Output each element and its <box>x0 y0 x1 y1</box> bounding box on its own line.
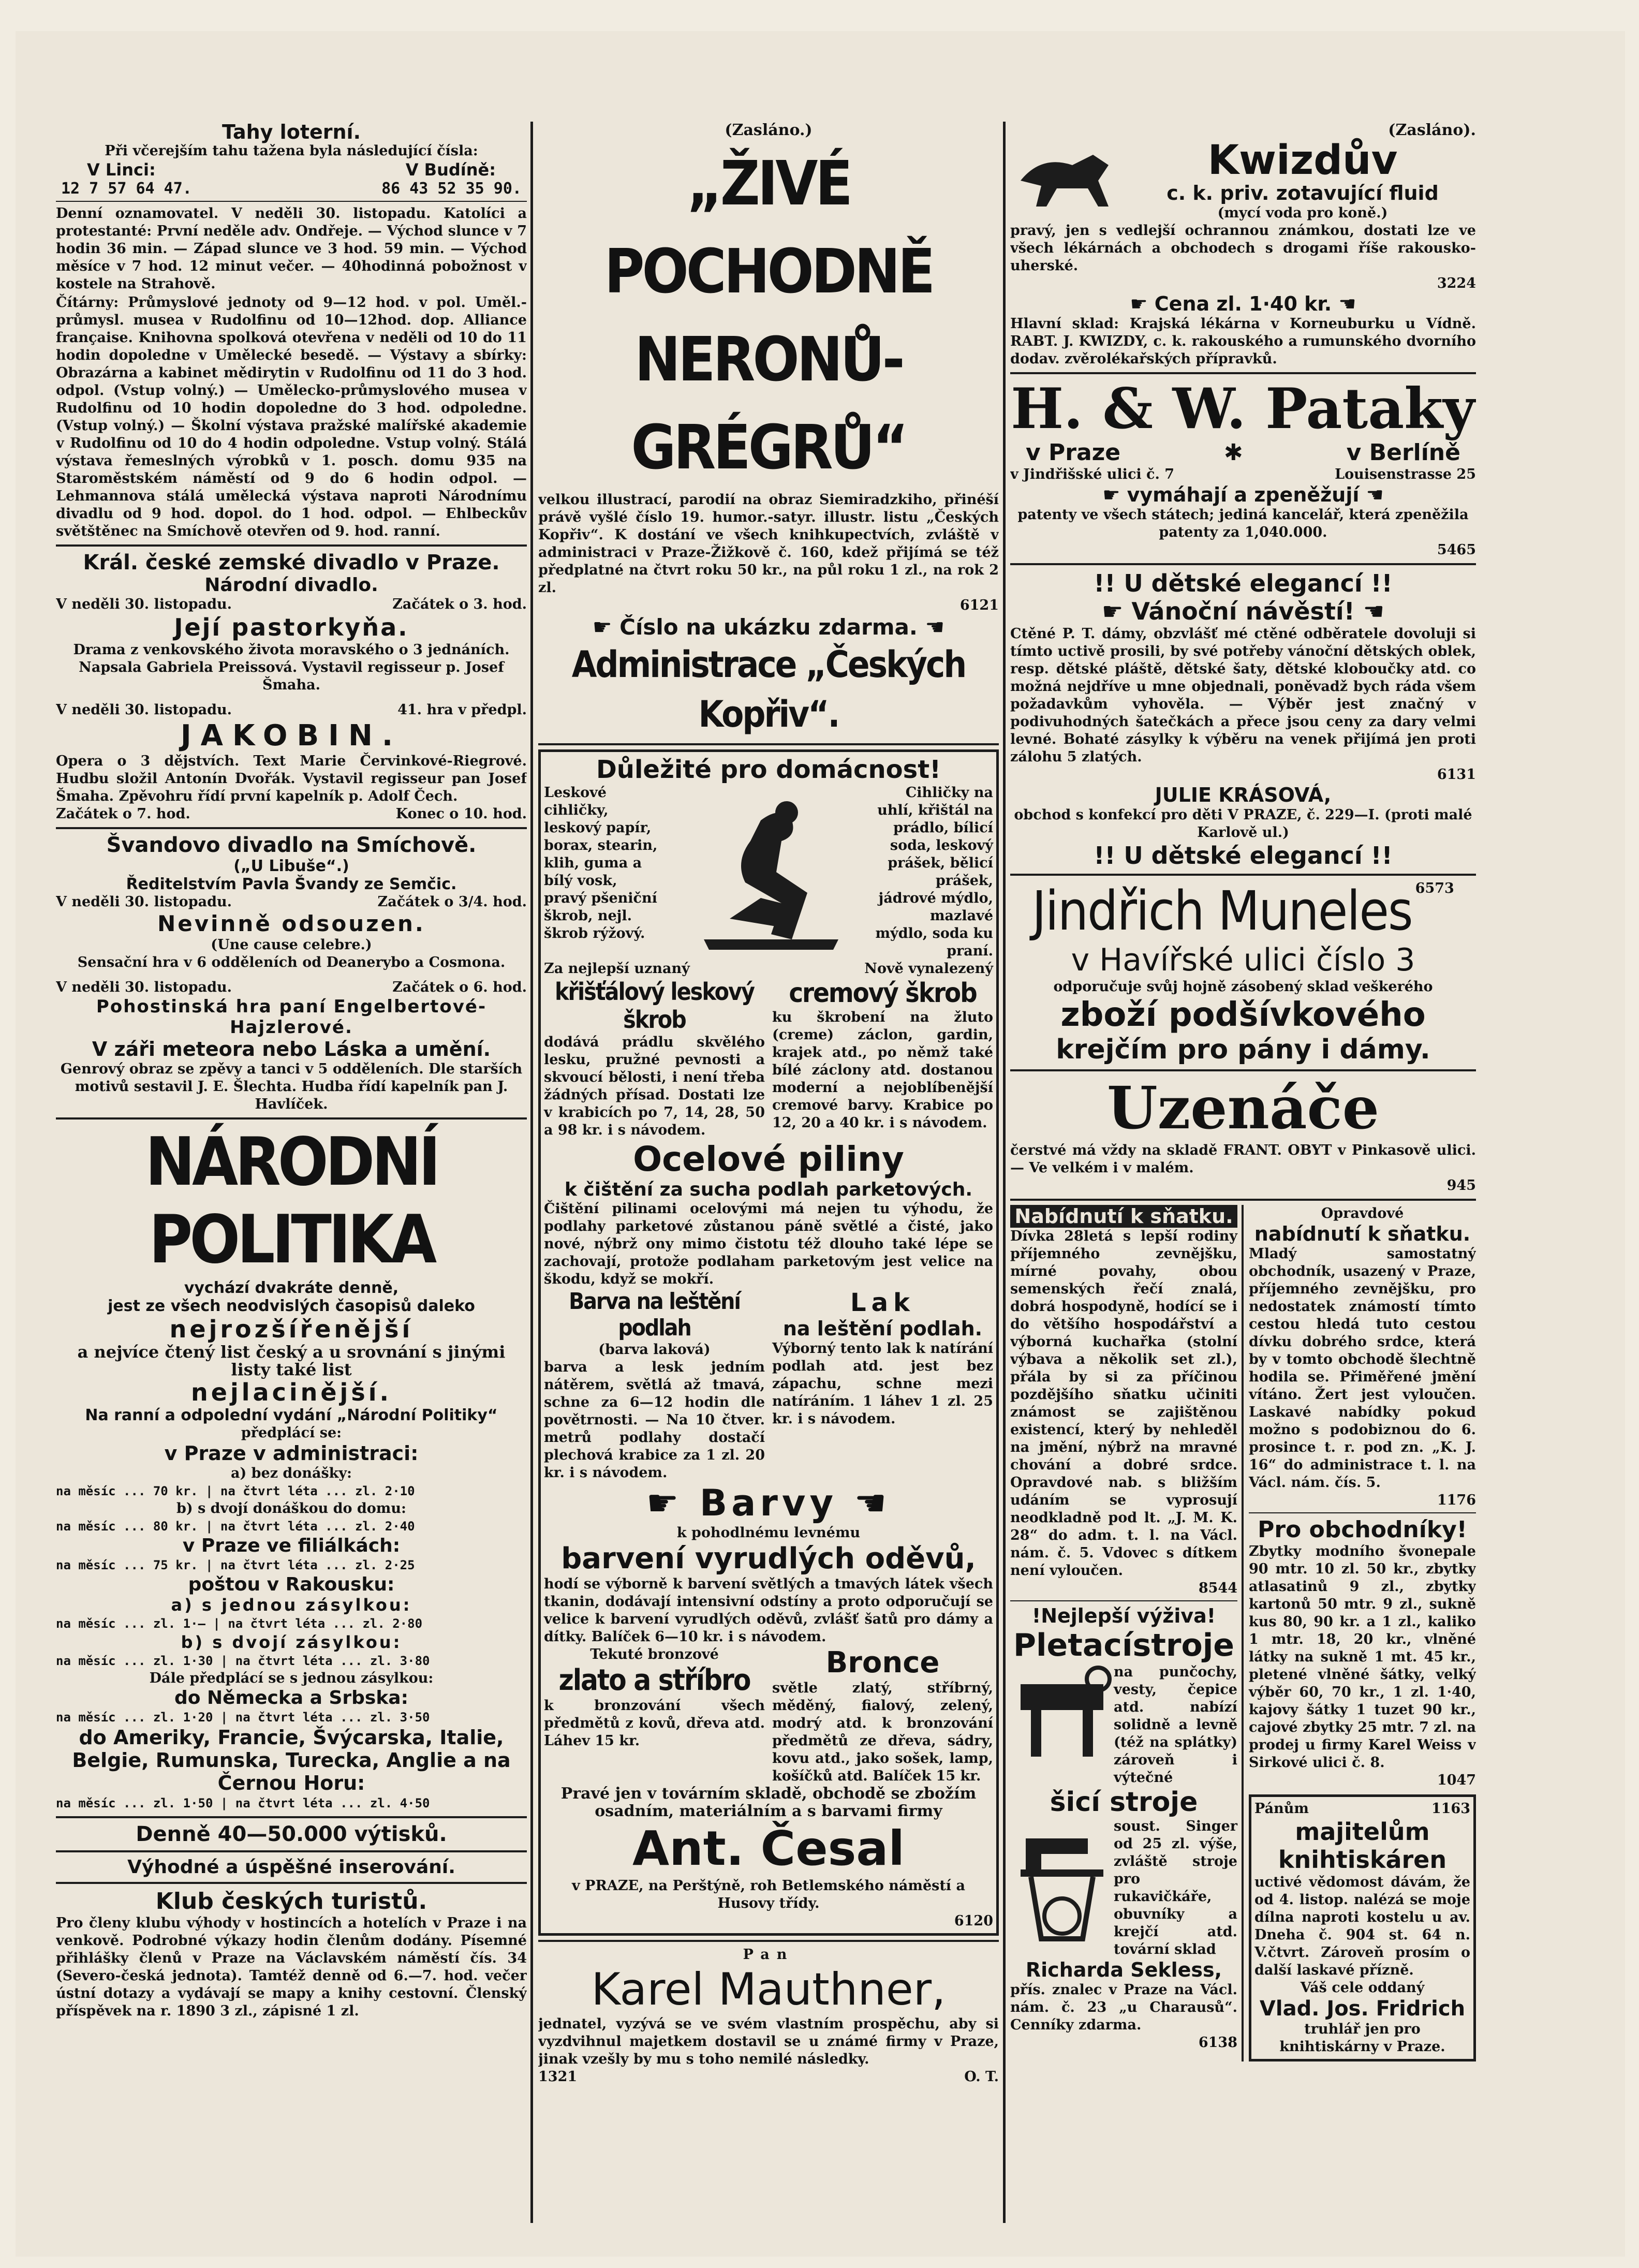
ad-number: 1163 <box>1431 1801 1470 1817</box>
lottery-numbers-buda: 86 43 52 35 90. <box>381 180 522 198</box>
ad-number: 8544 <box>1198 1580 1237 1596</box>
kwizda-title: Kwizdův <box>1207 137 1398 184</box>
np-line: a nejvíce čtený list český a u srovnání s jinými listy také list <box>77 1342 506 1379</box>
asterisk-icon: ✱ <box>1223 439 1243 466</box>
column-rule <box>530 122 533 2223</box>
lottery-intro: Při včerejším tahu tažena byla následující čísla: <box>105 143 478 159</box>
theatre-date-row <box>56 701 527 719</box>
pointing-hand-icon: ☛ <box>1102 597 1132 625</box>
np-sub: b) s dvojí zásylkou: <box>181 1632 402 1652</box>
mauthner-text: jednatel, vyzývá se ve svém vlastním prospěchu, aby si vyzdvihnul majetkem dostavil se u známé firmy v Praze, jinak vzešly by mu s toho nemilé následky. <box>538 2016 999 2067</box>
majitel-title: majitelům knihtiskáren <box>1278 1818 1447 1874</box>
sekless-name: Richarda Sekless, <box>1025 1958 1222 1981</box>
deti-elegance: !! U dětské elegancí !! <box>1094 569 1393 597</box>
kristal-text: dodává prádlu skvělého lesku, pružné pevnosti a skvoucí bělosti, i není třeba žádných přísad. Dostati lze v krabicích po 7, 14, 28, 50 a 98 kr. i s návodem. <box>544 1034 765 1138</box>
krasova-name: JULIE KRÁSOVÁ, <box>1155 784 1332 806</box>
lottery-title: Tahy loterní. <box>222 122 361 143</box>
snatek2-head: Opravdové <box>1321 1205 1404 1221</box>
lottery-numbers <box>56 180 527 198</box>
zlato-title: zlato a stříbro <box>558 1663 750 1697</box>
vanocni-navesti <box>1010 597 1476 625</box>
np-section: poštou v Rakousku: <box>188 1574 395 1595</box>
zlato-block <box>544 1646 765 1785</box>
lak-text: Výborný tento lak k natírání podlah atd. jest bez zápachu, schne mezi natíráním. 1 láhev 1 zl. 25 kr. i s návodem. <box>772 1341 993 1427</box>
kwizda-price <box>1010 292 1476 315</box>
play-title: Nevinně odsouzen. <box>157 911 425 936</box>
ocel-text: Čištění pilinami ocelovými má nejen tu výhodu, že podlahy parketové zůstanou páně světlé a čisté, jako nové, nýbrž ony mimo čistotu též dlouho také lépe se zachovají, protože podlaham parketovým jest velice na škodu, když se mokří. <box>544 1201 993 1287</box>
obchodniky-text: Zbytky modního švonepale 90 mtr. 10 zl. 50 kr., zbytky atlasatinů 9 zl., zbytky kartonů 50 mtr. 9 zl., sukně kus 80, 90 kr. a 1 zl., kaliko 1 mtr. 18, 20 kr., vlněné látky na sukně 1 mt. 45 kr., pletené vlněné šátky, velký výběr 60, 70 kr., 1 zl. 1·40, kajovy šátky 1 tuzet 90 kr., cajové zbytky 25 mtr. 7 zl. na prodej u firmy Karel Weiss v Sirkové ulici č. 8. <box>1249 1543 1476 1771</box>
ad-number: 6120 <box>954 1913 993 1929</box>
vyziva-title: !Nejlepší výživa! <box>1031 1604 1216 1627</box>
lottery-city-linz: V Linci: <box>87 160 156 180</box>
fridrich-ad <box>1249 1794 1476 2061</box>
uzenace-text: čerstvé má vždy na skladě FRANT. OBYT v Pinkasově ulici. — Ve velkém i v malém. <box>1010 1142 1476 1176</box>
snatek1-text: Dívka 28letá s lepší rodiny příjemného zevnějšku, mírné povahy, obou semenských řečí znalá, dobrá hospodyně, hodící se i do většího hospodářství a výborná kuchařka (stolní výbava a několik set zl.), přála by si za příčinou pozdějšího sňatku učiniti známost se zajištěnou existencí, který by nehleděl na jmění, nýbrž na mravné chování a dobré srdce. Opravdové nab. s bližším udáním se vyprosují neodkladně pod lt. „J. M. K. 28“ do adm. t. l. na Václ. nám. č. 5. Vdovec s dítkem není vyloučen. <box>1010 1228 1237 1579</box>
divider <box>538 743 999 745</box>
pataky-cities <box>1010 439 1476 466</box>
ad-number: 1176 <box>1437 1492 1476 1508</box>
administrace-kopriv: Administrace „Českých Kopřiv“. <box>571 643 966 735</box>
np-price: na měsíc ... 80 kr. | na čtvrt léta ... zl. 2·40 <box>56 1519 415 1534</box>
cesal-name: Ant. Česal <box>632 1821 905 1876</box>
pointing-hand-icon: ☛ <box>1102 483 1127 506</box>
pataky-berlin: v Berlíně <box>1346 439 1460 466</box>
pointing-hand-icon: ☚ <box>1332 292 1356 315</box>
fridrich-name: Vlad. Jos. Fridrich <box>1259 1997 1466 2021</box>
uzenace-title: Uzenáče <box>1107 1074 1379 1142</box>
np-price: na měsíc ... 70 kr. | na čtvrt léta ... zl. 2·10 <box>56 1484 415 1498</box>
majitel-head: Pánům <box>1254 1801 1309 1817</box>
snatek2-text: Mladý samostatný obchodník, usazený v Praze, příjemného zevnějšku, pro nedostatek známostí tímto cestou hledá tuto cestou dívku dobrého srdce, která by v tomto obchodě šlechtně hodila se. Přiměřené jmění vítáno. Žert jest vyloučen. Laskavé nabídky pokud možno s podobiznou do 6. prosince t. r. pod zn. „K. J. 16“ do administrace t. l. na Václ. nám. čís. 5. <box>1249 1246 1476 1491</box>
ad-number: 1047 <box>1437 1772 1476 1788</box>
starch-row <box>544 978 993 1139</box>
fridrich-sub: truhlář jen pro knihtiskárny v Praze. <box>1279 2021 1445 2055</box>
column-middle <box>538 122 999 2195</box>
np-line: Na ranní a odpolední vydání „Národní Politiky“ <box>85 1406 498 1424</box>
barveni-title: barvení vyrudlých oděvů, <box>561 1542 976 1575</box>
ad-number: 3224 <box>1437 275 1476 291</box>
column-rule <box>1003 122 1006 2223</box>
barva-lak-title: Barva na leštění podlah <box>569 1288 740 1341</box>
theatre-director: Ředitelstvím Pavla Švandy ze Semčic. <box>126 875 457 893</box>
barveni-text: hodí se výborně k barvení světlých a tmavých látek všech tkanin, dodávají intensivní odstíny a proto odporučují se velice k barvení vyrudlých oděvů, zvlášť šatů pro dámy a dítky. Balíček 6—10 kr. i s návodem. <box>544 1576 993 1645</box>
ad-number: 5465 <box>1437 542 1476 558</box>
kwizda-text: pravý, jen s vedlejší ochrannou známkou, dostati lze ve všech lékárnách a obchodech s drogami říše rakousko-uherské. <box>1010 223 1476 274</box>
sample-copy-text: Číslo na ukázku zdarma. <box>619 614 918 640</box>
snatek2-title: nabídnutí k sňatku. <box>1254 1223 1471 1245</box>
divider <box>56 827 527 829</box>
divider <box>1010 1600 1237 1601</box>
sekless-address: přís. znalec v Praze na Václ. nám. č. 23 „u Charausů“. Cenníky zdarma. <box>1010 1982 1237 2033</box>
sici-row <box>1010 1818 1237 1958</box>
obchodniky-title: Pro obchodníky! <box>1258 1516 1467 1543</box>
muneles-title: Jindřich Muneles <box>1032 879 1412 942</box>
np-sub: Dále předplácí se s jednou zásylkou: <box>149 1670 434 1686</box>
mauthner-signature: O. T. <box>964 2069 999 2085</box>
lak-block <box>772 1288 993 1482</box>
play-date: V neděli 30. listopadu. <box>56 979 232 995</box>
tekute-label: Tekuté bronzové <box>590 1646 719 1662</box>
pataky-vymahaji-text: vymáhají a zpeněžují <box>1127 483 1360 506</box>
krasova-text: Ctěné P. T. dámy, obzvlášť mé ctěné odběratele dovoluji si tímto uctivě prosili, by své potřeby vánoční dětských oblek, resp. dětské pláště, dětské šaty, dětské kloboučky atd. co možná nejdříve u mne objednali, poněvadž bych ráda všem požadavkům vyhověla. — Výběr jest značný v podivuhodných šatečkách a přece jsou ceny za dary velmi levné. Bohaté zásylky k výběru na venek přijímá jen proti zálohu 5 zlatých. <box>1010 626 1476 765</box>
barva-lak-text: barva a lesk jedním nátěrem, světlá až tmavá, schne za 6—12 hodin dle povětrnosti. — Na 10 čtver. metrů podlahy dostačí plechová krabice za 1 zl. 20 kr. i s návodem. <box>544 1359 765 1481</box>
column-right <box>1010 122 1476 2195</box>
np-price: na měsíc ... 75 kr. | na čtvrt léta ... zl. 2·25 <box>56 1558 415 1572</box>
np-section: v Praze ve filiálkách: <box>182 1535 401 1556</box>
cremovy-text: ku škrobení na žluto (creme) záclon, gardin, krajek atd., po němž také bílé záclony atd. dostanou moderní a nejoblíbenější cremové barvy. Krabice po 12, 20 a 40 kr. i s návodem. <box>772 1009 993 1131</box>
bronce-text: světle zlatý, stříbrný, měděný, fialový, zelený, modrý atd. k bronzování předmětů ze dřeva, sádry, kovu atd., jako sošek, lamp, košíčků atd. Balíček 15 kr. <box>772 1680 993 1784</box>
lak-row <box>544 1288 993 1482</box>
np-line: předplácí se: <box>241 1425 342 1441</box>
np-section: do Německa a Srbska: <box>174 1687 408 1709</box>
np-line: jest ze všech neodvislých časopisů daleko <box>108 1297 475 1315</box>
play-title: Její pastorkyňa. <box>174 613 409 641</box>
bronze-row <box>544 1646 993 1785</box>
theatre-svanda-title: Švandovo divadlo na Smíchově. <box>106 833 477 857</box>
play-desc: Opera o 3 dějstvích. Text Marie Červinkové-Riegrové. Hudbu složil Antonín Dvořák. Vystavil regisseur pan Josef Šmaha. Zpěvohru řídí první kapelník p. Adolf Čech. <box>56 753 527 804</box>
domacnost-title: Důležité pro domácnost! <box>596 755 941 784</box>
np-inserce: Výhodné a úspěšné inserování. <box>127 1857 455 1878</box>
vanocni-text: Vánoční návěstí! <box>1131 597 1355 625</box>
ad-number: 6138 <box>1198 2035 1237 2051</box>
zaslano: (Zasláno). <box>1388 122 1476 139</box>
kwizda-header <box>1010 139 1476 222</box>
majitel-sig-pre: Váš cele oddaný <box>1300 1980 1425 1996</box>
narodni-politika-title: NÁRODNÍ POLITIKA <box>145 1124 438 1278</box>
divider <box>538 1940 999 1942</box>
play-start: Začátek o 3. hod. <box>392 596 527 612</box>
kwizda-sub: c. k. priv. zotavující fluid <box>1167 182 1439 204</box>
pataky-addresses <box>1010 466 1476 483</box>
zaslano: (Zasláno.) <box>725 122 813 139</box>
deti-elegance: !! U dětské elegancí !! <box>1094 842 1393 870</box>
cremovy-block <box>772 978 993 1139</box>
play-times <box>56 805 527 823</box>
horse-icon <box>1010 150 1129 212</box>
play-desc: Sensační hra v 6 odděleních od Deanerybo a Cosmona. <box>77 954 506 970</box>
cesal-ad <box>538 749 999 1936</box>
uznany-label: Za nejlepší uznaný <box>544 961 690 977</box>
snatek1-block <box>1010 1205 1244 2061</box>
barvy-text: Barvy <box>699 1482 838 1524</box>
pletaci-row <box>1010 1663 1237 1787</box>
ad-number: 6121 <box>959 597 999 613</box>
divider <box>1010 1069 1476 1071</box>
ocel-sub: k čištění za sucha podlah parketových. <box>564 1179 973 1200</box>
divider <box>1249 1512 1476 1513</box>
pointing-hand-icon: ☛ <box>646 1482 700 1524</box>
krasova-address: obchod s konfekcí pro děti V PRAZE, č. 229—I. (proti malé Karlově ul.) <box>1014 807 1472 841</box>
pointing-hand-icon: ☚ <box>917 614 945 640</box>
divider <box>56 544 527 547</box>
muneles-line: odporučuje svůj hojně zásobený sklad veškerého <box>1053 979 1433 995</box>
bronce-title: Bronce <box>825 1646 940 1680</box>
headline-neronu-gregru: NERONŮ-GRÉGRŮ“ <box>631 323 906 483</box>
theatre-national-title: Král. české zemské divadlo v Praze. <box>83 551 500 575</box>
pletaci-title: Pletacístroje <box>1013 1627 1234 1663</box>
np-section: v Praze v administraci: <box>164 1442 419 1465</box>
play-subscription: 41. hra v předpl. <box>397 702 527 718</box>
theatre-svanda-sub: („U Libuše“.) <box>233 857 349 875</box>
cremovy-title: cremový škrob <box>789 978 977 1009</box>
almanac-text: Denní oznamovatel. V neděli 30. listopadu. Katolíci a protestanté: První neděle adv. Ondřeje. — Východ slunce v 7 hodin 36 min. — Západ slunce ve 3 hod. 59 min. — Východ měsíce v 7 hod. 12 minut večer. — 40hodinná pobožnost v kostele na Strahově. <box>56 205 527 292</box>
barva-lak-block <box>544 1288 765 1482</box>
starch-headings <box>544 960 993 978</box>
kwizda-sklad: Hlavní sklad: Krajská lékárna v Korneuburku u Vídně. RABT. J. KWIZDY, c. k. rakouského a rumunského dvorního dodav. zvěrolékařských přípravků. <box>1010 316 1476 367</box>
divider <box>1010 1199 1476 1201</box>
column-left <box>56 122 527 2195</box>
pointing-hand-icon: ☚ <box>1354 597 1384 625</box>
pletaci-text: na punčochy, vesty, čepice atd. nabízí solidně a levně (též na splátky) zároveň i výtečné <box>1114 1664 1237 1786</box>
barva-lak-sub: (barva laková) <box>598 1342 711 1358</box>
kopriv-text: velkou illustrací, parodií na obraz Siemiradzkiho, přinéší právě vyšlé číslo 19. humor.-satyr. illustr. listu „Českých Kopřiv“. K dostání ve všech knihkupectvích, zvláště v administraci v Praze-Žižkově č. 160, kdež přijímá se též předplatné na čtvrt roku 50 kr., na půl roku 1 zl., na rok 2 zl. <box>538 492 999 596</box>
theatre-date-row <box>56 893 527 911</box>
np-price: na měsíc ... zl. 1·50 | na čtvrt léta ... zl. 4·50 <box>56 1796 430 1810</box>
np-cheapest: nejlacinější. <box>191 1378 392 1406</box>
play-date: V neděli 30. listopadu. <box>56 894 232 910</box>
pataky-title: H. & W. Pataky <box>1011 376 1475 441</box>
play-end: Konec o 10. hod. <box>395 806 527 822</box>
play-title: V záři meteora nebo Láska a umění. <box>92 1038 491 1061</box>
np-price: na měsíc ... zl. 1·20 | na čtvrt léta ... zl. 3·50 <box>56 1710 430 1725</box>
knitting-machine-icon <box>1010 1663 1114 1762</box>
product-list-right: Cihličky na uhlí, křištál na prádlo, bílicí soda, leskový prášek, bělicí prášek, jádrové mýdlo, mazlavé mýdlo, soda ku praní. <box>875 785 993 959</box>
np-sub: a) s jednou zásylkou: <box>171 1595 412 1615</box>
snatek-row <box>1010 1205 1476 2061</box>
sici-title: šicí stroje <box>1050 1787 1198 1818</box>
divider <box>56 1816 527 1818</box>
snatek2-block <box>1249 1205 1476 2061</box>
play-date: V neděli 30. listopadu. <box>56 702 232 718</box>
divider <box>1010 874 1476 876</box>
barvy-title <box>544 1482 993 1524</box>
ironing-woman-illustration <box>668 784 869 960</box>
ad-number: 1321 <box>538 2069 578 2085</box>
ironing-figure-icon <box>683 784 854 960</box>
pointing-hand-icon: ☚ <box>1359 483 1384 506</box>
lottery-city-buda: V Budíně: <box>405 160 496 180</box>
kristal-block <box>544 978 765 1139</box>
sewing-machine-icon <box>1010 1818 1114 1947</box>
pataky-address-berlin: Louisenstrasse 25 <box>1335 466 1476 482</box>
zbozi-title: zboží podšívkového <box>1060 996 1426 1034</box>
kwizda-titles <box>1129 139 1476 222</box>
pataky-text: patenty ve všech státech; jediná kancelář, která zpeněžila patenty za 1,040.000. <box>1017 507 1469 540</box>
newspaper-page <box>16 31 1625 2257</box>
zlato-text: k bronzování všech předmětů z kovů, dřeva atd. Láhev 15 kr. <box>544 1698 765 1749</box>
divider <box>56 1882 527 1884</box>
np-price: na měsíc ... zl. 1·30 | na čtvrt léta ... zl. 3·80 <box>56 1654 430 1668</box>
np-section: do Ameriky, Francie, Švýcarska, Italie, Belgie, Rumunska, Turecka, Anglie a na Černou Horu: <box>72 1726 511 1794</box>
lak-sub: na leštění podlah. <box>782 1317 983 1340</box>
pointing-hand-icon: ☚ <box>837 1482 891 1524</box>
theatre-date-row <box>56 596 527 613</box>
np-sub: a) bez donášky: <box>230 1465 352 1481</box>
product-lists <box>544 784 993 960</box>
prave-text: Pravé jen v továrním skladě, obchodě se zbožím osadním, materiálním a s barvami firmy <box>560 1785 977 1820</box>
lak-title: Lak <box>850 1288 915 1317</box>
sici-text: soust. Singer od 25 zl. výše, zvláště stroje pro rukavičkáře, obuvníky a krejčí atd. tovární sklad <box>1114 1818 1237 1957</box>
play-start: Začátek o 3/4. hod. <box>377 894 527 910</box>
play-title: JAKOBIN. <box>180 719 403 753</box>
divider <box>56 1117 527 1120</box>
mauthner-footer <box>538 2068 999 2086</box>
klub-title: Klub českých turistů. <box>155 1888 427 1914</box>
ad-number: 945 <box>1446 1177 1476 1194</box>
play-guest: Pohostinská hra paní Engelbertové-Hajzlerové. <box>96 996 487 1038</box>
barvy-sub: k pohodlnému levnému <box>676 1525 861 1541</box>
kwizda-note: (mycí voda pro koně.) <box>1217 205 1388 221</box>
libraries-text: Čítárny: Průmyslové jednoty od 9—12 hod. v pol. Uměl.-průmysl. musea v Rudolfinu od 10—12hod. dop. Alliance française. Knihovna spolková otevřena v neděli od 10 do 11 hodin dopoledne v Umělecké besedě. — Výstavy a sbírky: Obrazárna a kabinet mědirytin v Rudolfinu od 11 do 3 hod. odpol. (Vstup volný.) — Umělecko-průmyslového musea v Rudolfinu od 10 hodin dopoledne do 3 hod. odpoledne. (Vstup volný.) — Školní výstava pražské malířské akademie v Rudolfinu od 10 do 4 hodin odpoledne. Vstup volný. Stálá výstava řemeslných výrobků v 1. posch. domu 935 na Staroměstském náměstí od 9 do 6 hodin odpol. — Lehmannova stálá umělecká výstava naproti Národnímu divadlu od 9 hod. dopol. do 1 hod. odpol. — Ehlbeckův světštěnec na Smíchově otevřen od 9. hod. ranní. <box>56 294 527 539</box>
pointing-hand-icon: ☛ <box>592 614 620 640</box>
theatre-date-row <box>56 979 527 996</box>
ocel-title: Ocelové piliny <box>633 1139 904 1179</box>
play-date: V neděli 30. listopadu. <box>56 596 232 612</box>
pataky-address-prague: v Jindřišské ulici č. 7 <box>1010 466 1175 482</box>
np-widest: nejrozšířenější <box>169 1315 414 1343</box>
majitel-head-row <box>1254 1800 1470 1818</box>
klub-text: Pro členy klubu výhody v hostincích a hotelích v Praze i na venkově. Podrobné výkazy hodin členům dodány. Písemné přihlášky členů v Praze na Václavském náměstí čís. 34 (Severo-česká jednota). Tamtéž denně od 6.—7. hod. večer ústní dotazy a vydávají se mapy a knihy cestovní. Členský příspěvek na r. 1890 3 zl., zápisné 1 zl. <box>56 1915 527 2019</box>
mauthner-name: Karel Mauthner, <box>591 1964 946 2015</box>
pataky-prague: v Praze <box>1026 439 1121 466</box>
headline-zive-pochodne: „ŽIVÉ POCHODNĚ <box>604 148 933 307</box>
play-start: Začátek o 7. hod. <box>56 806 190 822</box>
divider <box>56 201 527 202</box>
lottery-numbers-linz: 12 7 57 64 47. <box>61 180 192 198</box>
np-price: na měsíc ... zl. 1·— | na čtvrt léta ... zl. 2·80 <box>56 1616 423 1631</box>
havirske: v Havířské ulici číslo 3 <box>1071 942 1415 978</box>
theatre-national-sub: Národní divadlo. <box>204 575 378 596</box>
lottery-cities <box>56 160 527 180</box>
divider <box>1010 563 1476 565</box>
pan-label: Pan <box>743 1947 794 1963</box>
play-start: Začátek o 6. hod. <box>392 979 527 995</box>
divider <box>1010 372 1476 374</box>
ad-number: 6131 <box>1437 767 1476 783</box>
play-desc: Drama z venkovského života moravského o 3 jednáních. Napsala Gabriela Preissová. Vystavil regisseur p. Josef Šmaha. <box>73 642 510 693</box>
pataky-vymahaji <box>1010 483 1476 506</box>
np-circulation: Denně 40—50.000 výtisků. <box>136 1822 447 1846</box>
cesal-address: v PRAZE, na Perštýně, roh Betlemského náměstí a Husovy třídy. <box>572 1878 965 1911</box>
kristal-title: křišťálový leskový škrob <box>555 978 754 1034</box>
kwizda-price-text: Cena zl. 1·40 kr. <box>1154 292 1332 315</box>
muneles-header <box>1010 880 1476 942</box>
play-desc: Genrový obraz se zpěvy a tanci v 5 odděleních. Dle starších motivů sestavil J. E. Šlechta. Hudba řídí kapelník pan J. Havlíček. <box>60 1061 523 1112</box>
snatek1-title: Nabídnutí k sňatku. <box>1010 1205 1237 1228</box>
play-note: (Une cause celebre.) <box>211 937 372 953</box>
bronce-block <box>772 1646 993 1785</box>
krejcim: krejčím pro pány i dámy. <box>1056 1034 1430 1065</box>
product-list-left: Leskové cihličky, leskový papír, borax, stearin, klih, guma a bílý vosk, pravý pšeniční škrob, nejl. škrob rýžový. <box>544 785 658 941</box>
np-sub: b) s dvojí donáškou do domu: <box>176 1500 406 1516</box>
majitel-text: uctivé vědomost dávám, že od 4. listop. nalézá se moje dílna naproti kostelu u av. Dneha č. 904 st. 64 n. V.čtvrt. Zároveň prosím o další laskavé přízně. <box>1254 1874 1470 1978</box>
novy-label: Nově vynalezený <box>864 961 993 977</box>
sample-copy <box>538 614 999 640</box>
divider <box>56 1850 527 1852</box>
np-line: vychází dvakráte denně, <box>184 1279 399 1297</box>
ad-number: 6573 <box>1415 880 1454 896</box>
pointing-hand-icon: ☛ <box>1130 292 1155 315</box>
